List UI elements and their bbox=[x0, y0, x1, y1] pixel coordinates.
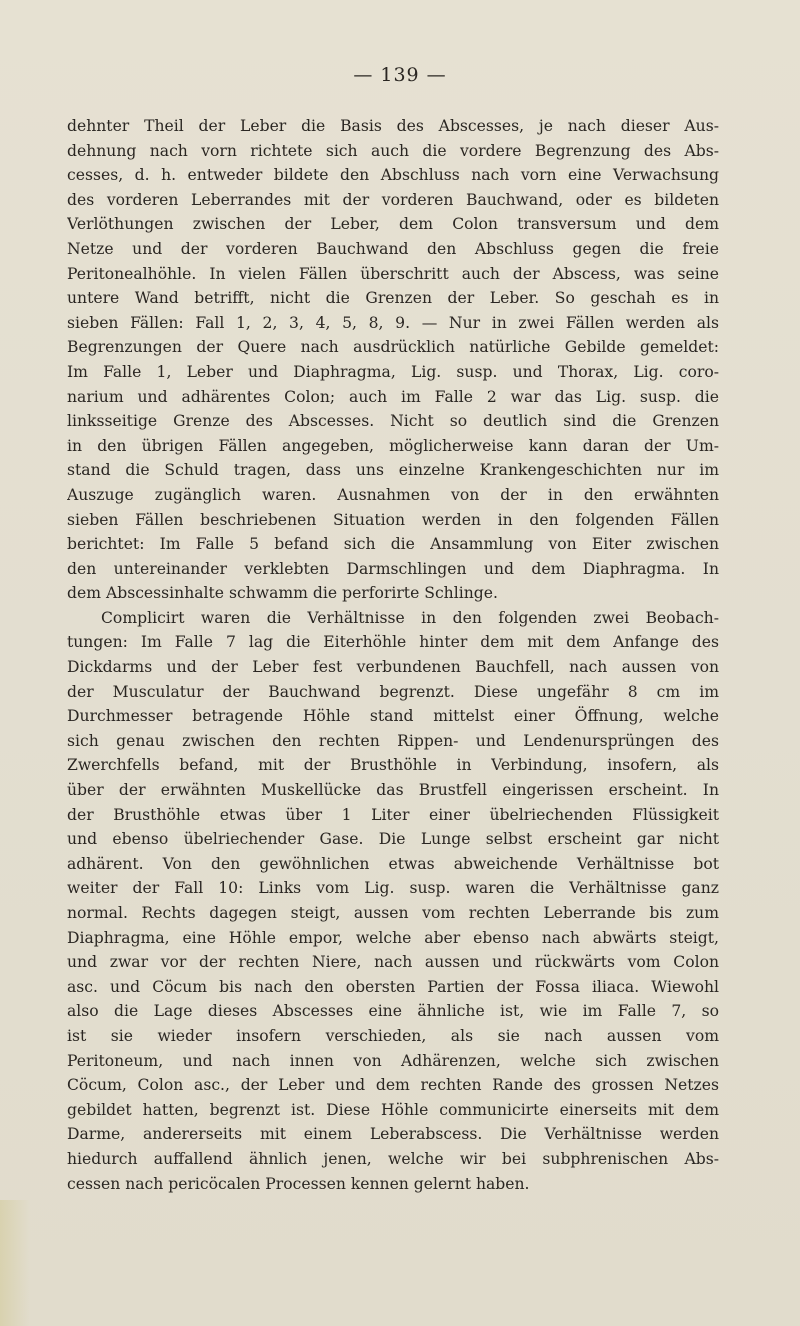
text-line: asc. und Cöcum bis nach den obersten Partien der Fossa iliaca. Wiewohl bbox=[67, 977, 719, 996]
text-line: des vorderen Leberrandes mit der vorderen Bauchwand, oder es bildeten bbox=[67, 190, 719, 209]
text-line: dehnung nach vorn richtete sich auch die vordere Begrenzung des Abs- bbox=[67, 141, 719, 160]
text-line: cessen nach pericöcalen Processen kennen gelernt haben. bbox=[67, 1174, 530, 1193]
text-line: ist sie wieder insofern verschieden, als sie nach aussen vom bbox=[67, 1026, 719, 1045]
text-line: Cöcum, Colon asc., der Leber und dem rechten Rande des grossen Netzes bbox=[67, 1076, 719, 1095]
page-stain bbox=[0, 1200, 30, 1326]
text-line: sieben Fällen beschriebenen Situation werden in den folgenden Fällen bbox=[67, 510, 719, 529]
text-line: cesses, d. h. entweder bildete den Abschluss nach vorn eine Verwachsung bbox=[67, 166, 719, 185]
text-line: Peritonealhöhle. In vielen Fällen überschritt auch der Abscess, was seine bbox=[67, 264, 719, 283]
text-line: linksseitige Grenze des Abscesses. Nicht so deutlich sind die Grenzen bbox=[67, 412, 719, 431]
page-number: — 139 — bbox=[353, 64, 447, 86]
text-line: Complicirt waren die Verhältnisse in den folgenden zwei Beobach- bbox=[101, 608, 719, 627]
text-line: berichtet: Im Falle 5 befand sich die Ansammlung von Eiter zwischen bbox=[67, 535, 719, 554]
text-line: dem Abscessinhalte schwamm die perforirte Schlinge. bbox=[67, 584, 498, 603]
text-line: Dickdarms und der Leber fest verbundenen Bauchfell, nach aussen von bbox=[67, 658, 719, 677]
body-text bbox=[67, 114, 719, 1196]
text-line: über der erwähnten Muskellücke das Brustfell eingerissen erscheint. In bbox=[67, 781, 719, 800]
text-line: Begrenzungen der Quere nach ausdrücklich natürliche Gebilde gemeldet: bbox=[67, 338, 719, 357]
text-line: normal. Rechts dagegen steigt, aussen vom rechten Leberrande bis zum bbox=[67, 904, 719, 922]
text-line: adhärent. Von den gewöhnlichen etwas abweichende Verhältnisse bot bbox=[67, 854, 719, 873]
text-line: und ebenso übelriechender Gase. Die Lunge selbst erscheint gar nicht bbox=[67, 830, 719, 849]
text-line: Zwerchfells befand, mit der Brusthöhle in Verbindung, insofern, als bbox=[67, 756, 719, 775]
text-line: der Brusthöhle etwas über 1 Liter einer übelriechenden Flüssigkeit bbox=[67, 805, 719, 824]
text-line: Netze und der vorderen Bauchwand den Abschluss gegen die freie bbox=[67, 239, 719, 258]
text-line: also die Lage dieses Abscesses eine ähnliche ist, wie im Falle 7, so bbox=[67, 1002, 719, 1021]
text-line: untere Wand betrifft, nicht die Grenzen der Leber. So geschah es in bbox=[67, 289, 719, 308]
text-line: Peritoneum, und nach innen von Adhärenzen, welche sich zwischen bbox=[67, 1051, 719, 1070]
text-line: Im Falle 1, Leber und Diaphragma, Lig. susp. und Thorax, Lig. coro- bbox=[67, 362, 719, 381]
text-line: der Musculatur der Bauchwand begrenzt. Diese ungefähr 8 cm im bbox=[67, 682, 719, 701]
text-line: Darme, andererseits mit einem Leberabscess. Die Verhältnisse werden bbox=[67, 1125, 719, 1144]
text-line: sieben Fällen: Fall 1, 2, 3, 4, 5, 8, 9. — Nur in zwei Fällen werden als bbox=[67, 313, 719, 332]
text-line: hiedurch auffallend ähnlich jenen, welche wir bei subphrenischen Abs- bbox=[67, 1149, 719, 1168]
text-line: Diaphragma, eine Höhle empor, welche aber ebenso nach abwärts steigt, bbox=[67, 928, 719, 947]
text-line: weiter der Fall 10: Links vom Lig. susp. waren die Verhältnisse ganz bbox=[67, 879, 719, 898]
text-line: den untereinander verklebten Darmschlingen und dem Diaphragma. In bbox=[67, 559, 719, 578]
text-line: sich genau zwischen den rechten Rippen- und Lendenursprüngen des bbox=[67, 731, 719, 750]
paragraph-2 bbox=[67, 606, 719, 1196]
text-line: und zwar vor der rechten Niere, nach aussen und rückwärts vom Colon bbox=[67, 953, 719, 972]
text-line: dehnter Theil der Leber die Basis des Abscesses, je nach dieser Aus- bbox=[67, 117, 719, 135]
text-line: Verlöthungen zwischen der Leber, dem Colon transversum und dem bbox=[67, 215, 719, 234]
text-line: narium und adhärentes Colon; auch im Falle 2 war das Lig. susp. die bbox=[67, 387, 719, 406]
text-line: stand die Schuld tragen, dass uns einzelne Krankengeschichten nur im bbox=[67, 461, 719, 480]
paragraph-1 bbox=[67, 114, 719, 606]
text-line: in den übrigen Fällen angegeben, möglicherweise kann daran der Um- bbox=[67, 436, 719, 455]
text-line: Auszuge zugänglich waren. Ausnahmen von der in den erwähnten bbox=[67, 485, 719, 504]
text-line: Durchmesser betragende Höhle stand mittelst einer Öffnung, welche bbox=[67, 707, 719, 726]
text-line: gebildet hatten, begrenzt ist. Diese Höhle communicirte einerseits mit dem bbox=[67, 1100, 719, 1119]
text-line: tungen: Im Falle 7 lag die Eiterhöhle hinter dem mit dem Anfange des bbox=[67, 633, 719, 652]
